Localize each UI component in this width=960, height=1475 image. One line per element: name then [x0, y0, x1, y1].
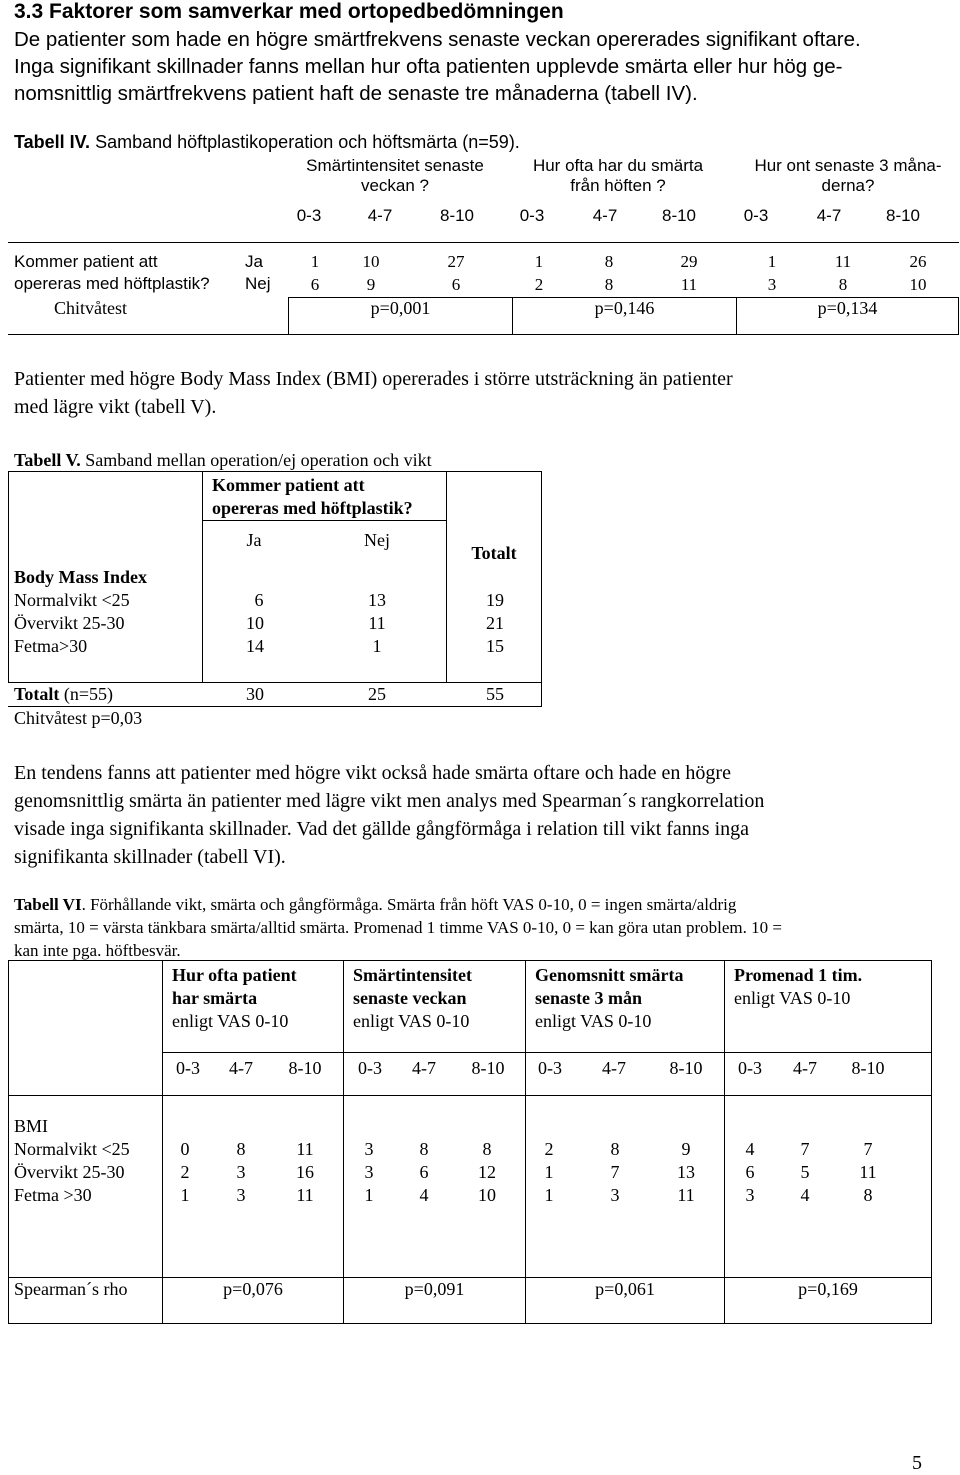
- table5-caption: [14, 449, 432, 471]
- table6-cell: 7: [800, 1139, 810, 1159]
- table4-no-value: 9: [366, 275, 376, 294]
- table6-cell: 8: [419, 1139, 429, 1159]
- table4-no-value: 10: [909, 275, 927, 294]
- table5-row-label: Normalvikt <25: [14, 590, 130, 610]
- table5-divider: [202, 471, 203, 682]
- table6-cell: 3: [364, 1162, 374, 1182]
- table4-range: 4-7: [592, 206, 618, 225]
- table6-cell: 3: [745, 1185, 755, 1205]
- table6-cell: 1: [364, 1185, 374, 1205]
- table5-divider: [446, 471, 447, 682]
- table4-top-rule: [8, 242, 959, 243]
- table4-row-label-1: Kommer patient att: [14, 252, 158, 271]
- table4-range: 8-10: [885, 206, 921, 225]
- table6-row-label: Övervikt 25-30: [14, 1162, 125, 1182]
- table6-cell: 1: [544, 1185, 554, 1205]
- intro-line-3: nomsnittlig smärtfrekvens patient haft de senaste tre månaderna (tabell IV).: [14, 82, 698, 105]
- table6-cell: 0: [180, 1139, 190, 1159]
- table4-range: 4-7: [816, 206, 842, 225]
- table6-group-1-bold1: Hur ofta patient: [172, 965, 297, 985]
- table6-cell: 3: [610, 1185, 620, 1205]
- table5-right-rule: [541, 471, 542, 706]
- para3-line-2: genomsnittlig smärta än patienter med lägre vikt men analys med Spearman´s rangkorrelation: [14, 790, 765, 812]
- table4-caption-text: Samband höftplastikoperation och höftsmärta (n=59).: [95, 132, 520, 152]
- table6-caption-text: . Förhållande vikt, smärta och gångförmåga. Smärta från höft VAS 0-10, 0 = ingen smärta/aldrig: [81, 895, 737, 914]
- table6-row-header: BMI: [14, 1116, 49, 1136]
- table4-yes-label: Ja: [245, 252, 263, 271]
- table6-group-2-bold2: senaste veckan: [353, 988, 467, 1008]
- table6-left-rule: [8, 960, 9, 1324]
- table4-group-3-header: [737, 156, 959, 196]
- table6-rho-value: p=0,076: [223, 1279, 283, 1299]
- table4-p-value: p=0,146: [594, 298, 655, 318]
- table4-range: 4-7: [367, 206, 393, 225]
- para3-line-4: signifikanta skillnader (tabell VI).: [14, 846, 286, 868]
- table5-yes-cell: 14: [246, 636, 264, 656]
- table6-group-2-header: [353, 964, 472, 1033]
- table5-total-bottom-rule: [8, 706, 542, 707]
- table6-group-1-bold2: har smärta: [172, 988, 258, 1008]
- table6-group-3-header: [535, 964, 683, 1033]
- table4-yes-value: 1: [534, 252, 544, 271]
- table6-row-label: Fetma >30: [14, 1185, 92, 1205]
- section-heading: 3.3 Faktorer som samverkar med ortopedbedömningen: [14, 0, 564, 23]
- table4-yes-value: 1: [310, 252, 320, 271]
- table6-caption-line-3: kan inte pga. höftbesvär.: [14, 941, 181, 960]
- table6-cell: 10: [478, 1185, 496, 1205]
- table4-group-1-line2: veckan ?: [360, 176, 430, 195]
- table6-cell: 6: [745, 1162, 755, 1182]
- table6-cell: 3: [364, 1139, 374, 1159]
- table6-range: 8-10: [288, 1058, 322, 1078]
- table6-group-3-bold1: Genomsnitt smärta: [535, 965, 684, 985]
- table4-bottom-rule: [8, 334, 959, 335]
- para3-line-3: visade inga signifikanta skillnader. Vad det gällde gångförmåga i relation till vikt fanns inga: [14, 818, 749, 840]
- table6-range: 4-7: [229, 1058, 253, 1078]
- table4-no-value: 6: [451, 275, 461, 294]
- table6-range: 8-10: [471, 1058, 505, 1078]
- table6-cell: 8: [482, 1139, 492, 1159]
- table6-caption-label: Tabell VI: [14, 895, 82, 914]
- table4-yes-value: 1: [767, 252, 777, 271]
- table5-total-label: [14, 684, 113, 705]
- table6-cell: 11: [296, 1139, 314, 1159]
- table6-cell: 7: [610, 1162, 620, 1182]
- table6-range: 8-10: [851, 1058, 885, 1078]
- table4-row-label-2: opereras med höftplastik?: [14, 274, 210, 293]
- table6-caption-line-2: smärta, 10 = värsta tänkbara smärta/alltid smärta. Promenad 1 timme VAS 0-10, 0 = kan göra utan problem. 10 =: [14, 918, 782, 937]
- para2-line-2: med lägre vikt (tabell V).: [14, 396, 217, 418]
- table5-subheader-rule: [202, 520, 447, 521]
- table5-col-total: Totalt: [471, 543, 517, 563]
- intro-line-2: Inga signifikant skillnader fanns mellan hur ofta patienten upplevde smärta eller hur hög ge-: [14, 55, 843, 78]
- table5-no-cell: 13: [368, 590, 386, 610]
- table6-group-4-normal: enligt VAS 0-10: [734, 988, 851, 1008]
- table4-yes-value: 29: [680, 252, 698, 271]
- table6-group-1-normal: enligt VAS 0-10: [172, 1011, 289, 1031]
- table5-col-yes: Ja: [246, 530, 262, 550]
- table4-yes-value: 27: [447, 252, 465, 271]
- table4-caption-label: Tabell IV.: [14, 132, 91, 152]
- table6-cell: 6: [419, 1162, 429, 1182]
- table6-cell: 4: [745, 1139, 755, 1159]
- table5-total-total: 55: [486, 684, 504, 704]
- table6-bottom-rule: [8, 1323, 932, 1324]
- table6-cell: 4: [419, 1185, 429, 1205]
- table5-col-no: Nej: [364, 530, 390, 550]
- table5-total-cell: 15: [486, 636, 504, 656]
- table4-group-2-header: [512, 156, 724, 196]
- table6-cell: 2: [544, 1139, 554, 1159]
- table5-no-cell: 1: [372, 636, 382, 656]
- table6-group-3-normal: enligt VAS 0-10: [535, 1011, 652, 1031]
- table6-divider: [162, 960, 163, 1324]
- table5-caption-text: Samband mellan operation/ej operation och vikt: [85, 450, 432, 470]
- table5-yes-cell: 10: [246, 613, 264, 633]
- intro-line-1: De patienter som hade en högre smärtfrekvens senaste veckan opererades signifikant oftare.: [14, 28, 861, 51]
- table5-no-cell: 11: [368, 613, 386, 633]
- table4-yes-value: 10: [362, 252, 380, 271]
- table6-range: 4-7: [412, 1058, 436, 1078]
- table5-header-line-1: Kommer patient att: [212, 475, 365, 495]
- table6-rho-value: p=0,091: [404, 1279, 465, 1299]
- table6-divider: [525, 960, 526, 1324]
- table6-cell: 11: [296, 1185, 314, 1205]
- table4-yes-value: 8: [604, 252, 614, 271]
- table6-right-rule: [931, 960, 932, 1324]
- table5-test: Chitvåtest p=0,03: [14, 708, 143, 728]
- table6-cell: 7: [863, 1139, 873, 1159]
- table6-cell: 8: [863, 1185, 873, 1205]
- table6-top-rule: [8, 960, 932, 961]
- table6-range: 4-7: [602, 1058, 626, 1078]
- table6-cell: 2: [180, 1162, 190, 1182]
- table6-cell: 1: [180, 1185, 190, 1205]
- table5-total-top-rule: [8, 682, 542, 683]
- table5-total-no: 25: [368, 684, 386, 704]
- table6-range-rule: [162, 1052, 932, 1053]
- table4-range: 0-3: [743, 206, 769, 225]
- table4-no-value: 3: [767, 275, 777, 294]
- table5-total-cell: 19: [486, 590, 504, 610]
- para2-line-1: Patienter med högre Body Mass Index (BMI) opererades i större utsträckning än patienter: [14, 368, 733, 390]
- table6-rho-label: Spearman´s rho: [14, 1279, 128, 1299]
- table4-no-value: 8: [838, 275, 848, 294]
- table6-cell: 12: [478, 1162, 496, 1182]
- table4-test-label: Chitvåtest: [54, 298, 127, 318]
- table5-row-label: Övervikt 25-30: [14, 613, 125, 633]
- table6-cell: 16: [296, 1162, 314, 1182]
- table6-cell: 8: [236, 1139, 246, 1159]
- table5-total-cell: 21: [486, 613, 504, 633]
- table5-total-label-bold: Totalt: [14, 684, 60, 704]
- table6-range: 0-3: [176, 1058, 200, 1078]
- table4-group-3-line1: Hur ont senaste 3 måna-: [754, 156, 942, 175]
- table6-group-4-bold1: Promenad 1 tim.: [734, 965, 863, 985]
- table4-no-value: 11: [680, 275, 698, 294]
- table5-row-label: Fetma>30: [14, 636, 88, 656]
- page-number: 5: [912, 1452, 922, 1474]
- table5-caption-label: Tabell V.: [14, 450, 81, 470]
- table6-cell: 13: [677, 1162, 695, 1182]
- table6-group-3-bold2: senaste 3 mån: [535, 988, 642, 1008]
- table6-divider: [724, 960, 725, 1324]
- table4-no-value: 2: [534, 275, 544, 294]
- table4-range: 8-10: [661, 206, 697, 225]
- table4-p-value: p=0,134: [817, 298, 878, 318]
- table6-divider: [343, 960, 344, 1324]
- table4-group-3-line2: derna?: [821, 176, 875, 195]
- table6-cell: 5: [800, 1162, 810, 1182]
- table6-rho-value: p=0,169: [798, 1279, 858, 1299]
- table6-group-2-normal: enligt VAS 0-10: [353, 1011, 470, 1031]
- table4-group-1-line1: Smärtintensitet senaste: [306, 156, 484, 175]
- table4-range: 0-3: [296, 206, 322, 225]
- table4-group-1-header: [289, 156, 501, 196]
- table6-group-2-bold1: Smärtintensitet: [353, 965, 472, 985]
- table4-divider: [958, 297, 959, 335]
- table6-caption-line-1: [14, 894, 736, 916]
- table5-total-label-rest: (n=55): [59, 684, 113, 704]
- table6-rho-rule: [8, 1277, 932, 1278]
- table6-group-1-header: [172, 964, 297, 1033]
- table6-cell: 11: [859, 1162, 877, 1182]
- table4-range: 8-10: [439, 206, 475, 225]
- table6-range: 0-3: [358, 1058, 382, 1078]
- table4-range: 0-3: [519, 206, 545, 225]
- table4-caption: [14, 131, 520, 153]
- table4-p-value: p=0,001: [370, 298, 431, 318]
- table6-range: 0-3: [738, 1058, 762, 1078]
- table6-cell: 9: [681, 1139, 691, 1159]
- table6-range: 4-7: [793, 1058, 817, 1078]
- table4-group-2-line1: Hur ofta har du smärta: [532, 156, 704, 175]
- table6-cell: 3: [236, 1162, 246, 1182]
- table6-body-rule: [8, 1095, 932, 1096]
- table5-total-yes: 30: [246, 684, 264, 704]
- table4-no-label: Nej: [245, 274, 271, 293]
- table6-group-4-header: [734, 964, 862, 1010]
- table4-yes-value: 11: [834, 252, 852, 271]
- table4-yes-value: 26: [909, 252, 927, 271]
- table5-yes-cell: 6: [254, 590, 264, 610]
- table4-no-value: 8: [604, 275, 614, 294]
- table6-cell: 3: [236, 1185, 246, 1205]
- para3-line-1: En tendens fanns att patienter med högre vikt också hade smärta oftare och hade en högre: [14, 762, 731, 784]
- table6-range: 8-10: [669, 1058, 703, 1078]
- table6-range: 0-3: [538, 1058, 562, 1078]
- table6-cell: 1: [544, 1162, 554, 1182]
- table6-cell: 8: [610, 1139, 620, 1159]
- table6-rho-value: p=0,061: [595, 1279, 655, 1299]
- table5-header-line-2: opereras med höftplastik?: [212, 498, 413, 518]
- table5-section-label: Body Mass Index: [14, 567, 148, 587]
- table6-row-label: Normalvikt <25: [14, 1139, 130, 1159]
- table5-left-rule: [8, 471, 9, 682]
- table5-top-rule: [8, 471, 542, 472]
- table6-cell: 4: [800, 1185, 810, 1205]
- table4-group-2-line2: från höften ?: [570, 176, 666, 195]
- table4-no-value: 6: [310, 275, 320, 294]
- table6-cell: 11: [677, 1185, 695, 1205]
